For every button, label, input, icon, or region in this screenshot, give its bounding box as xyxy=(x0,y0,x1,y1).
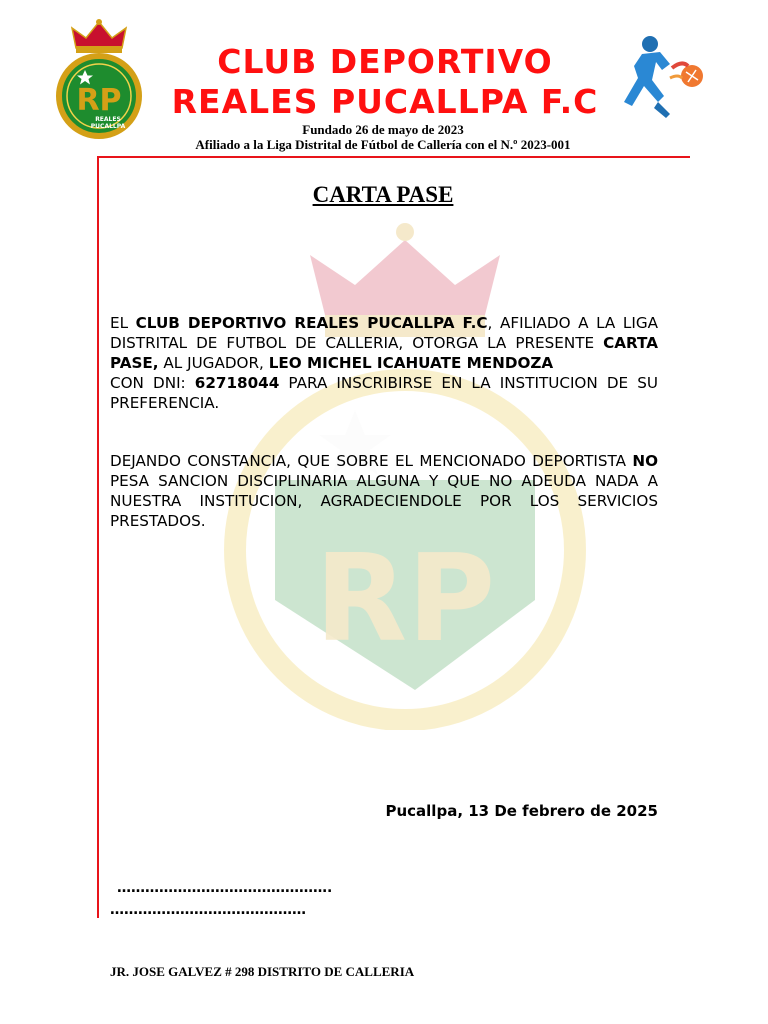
header-divider xyxy=(97,156,690,158)
left-margin-rule xyxy=(97,156,99,918)
svg-text:REALES: REALES xyxy=(95,116,121,123)
signature-line: ………………………………………. xyxy=(117,880,333,896)
founded-date: Fundado 26 de mayo de 2023 xyxy=(302,122,464,137)
player-name: LEO MICHEL ICAHUATE MENDOZA xyxy=(268,354,554,372)
paragraph-authorization: EL CLUB DEPORTIVO REALES PUCALLPA F.C, AFILIADO A LA LIGA DISTRITAL DE FUTBOL DE CALLERIA, OTORGA LA PRESENTE CARTA PASE, AL JUGADOR, LEO MICHEL ICAHUATE MENDOZA CON DNI: 62718044 PARA INSCRIBIRSE EN LA INSTITUCION DE SU PREFERENCIA. xyxy=(110,314,658,412)
soccer-player-icon xyxy=(612,30,712,130)
signature-line-2: …………………………………… xyxy=(110,902,306,918)
svg-text:RP: RP xyxy=(76,83,122,118)
club-name-line1: CLUB DEPORTIVO xyxy=(217,42,553,81)
club-crest-logo xyxy=(50,18,148,140)
paragraph-certification: DEJANDO CONSTANCIA, QUE SOBRE EL MENCIONADO DEPORTISTA NO PESA SANCION DISCIPLINARIA ALGUNA Y QUE NO ADEUDA NADA A NUESTRA INSTITUCION, AGRADECIENDOLE POR LOS SERVICIOS PRESTADOS. xyxy=(110,452,658,530)
document-title: CARTA PASE xyxy=(312,182,454,207)
svg-text:RP: RP xyxy=(314,530,496,669)
place-and-date: Pucallpa, 13 De febrero de 2025 xyxy=(385,802,658,820)
crown-icon xyxy=(72,19,126,53)
club-name-line2: REALES PUCALLPA F.C xyxy=(171,82,599,121)
svg-text:PUCALLPA: PUCALLPA xyxy=(90,123,126,130)
footer-address: JR. JOSE GALVEZ # 298 DISTRITO DE CALLERIA xyxy=(110,964,415,979)
affiliation-text: Afiliado a la Liga Distrital de Fútbol de Callería con el N.º 2023-001 xyxy=(195,137,571,152)
carta-pase-inline: CARTA PASE, xyxy=(110,334,658,372)
club-name-inline: CLUB DEPORTIVO REALES PUCALLPA F.C xyxy=(135,314,488,332)
no-emphasis: NO xyxy=(632,452,658,470)
player-dni: 62718044 xyxy=(194,374,280,392)
